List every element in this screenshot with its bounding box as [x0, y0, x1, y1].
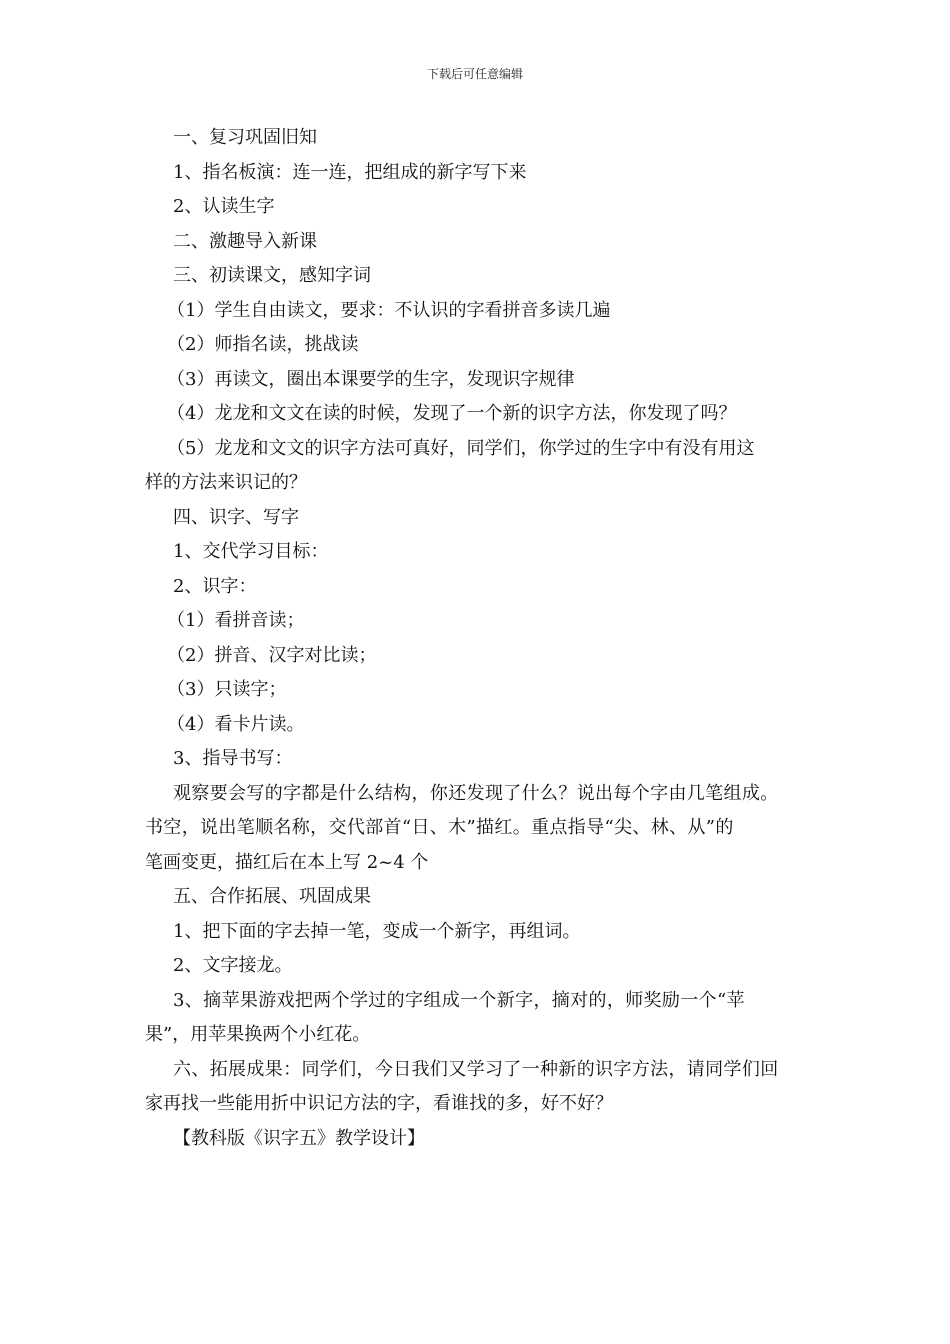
list-item: （1）学生自由读文，要求：不认识的字看拼音多读几遍 [167, 299, 611, 321]
list-item-continuation: 样的方法来识记的？ [145, 472, 307, 493]
paragraph-continuation: 笔画变更，描红后在本上写 2~4 个 [145, 851, 429, 873]
section-heading-4: 四、识字、写字 [173, 506, 299, 528]
paragraph-continuation: 果”，用苹果换两个小红花。 [145, 1024, 371, 1045]
list-item: （1）看拼音读； [167, 610, 305, 631]
section-heading-1: 一、复习巩固旧知 [173, 127, 317, 148]
paragraph-continuation: 书空，说出笔顺名称，交代部首“日、木”描红。重点指导“尖、林、从”的 [145, 817, 734, 838]
list-item: （3）只读字； [167, 679, 287, 700]
paragraph: 2、识字： [173, 575, 257, 597]
paragraph: 观察要会写的字都是什么结构，你还发现了什么？说出每个字由几笔组成。 [173, 782, 779, 804]
list-item: （2）师指名读，挑战读 [167, 334, 359, 355]
list-item: （4）看卡片读。 [167, 713, 305, 735]
section-heading-2: 二、激趣导入新课 [173, 230, 317, 252]
paragraph: 1、把下面的字去掉一笔，变成一个新字，再组词。 [173, 920, 581, 942]
list-item: （5）龙龙和文文的识字方法可真好，同学们，你学过的生字中有没有用这 [167, 437, 755, 459]
paragraph: 2、文字接龙。 [173, 955, 293, 976]
section-heading-3: 三、初读课文，感知字词 [173, 265, 371, 286]
list-item: （2）拼音、汉字对比读； [167, 644, 377, 666]
page-header: 下载后可任意编辑 [426, 67, 523, 81]
list-item: （4）龙龙和文文在读的时候，发现了一个新的识字方法，你发现了吗？ [167, 403, 737, 424]
section-heading-6: 六、拓展成果：同学们，今日我们又学习了一种新的识字方法，请同学们回 [173, 1058, 779, 1080]
paragraph-continuation: 家再找一些能用折中识记方法的字，看谁找的多，好不好？ [145, 1093, 613, 1114]
paragraph: 1、交代学习目标： [173, 541, 329, 562]
paragraph: 3、指导书写： [173, 748, 293, 769]
document-title-footer: 【教科版《识字五》教学设计】 [173, 1127, 425, 1149]
paragraph: 2、认读生字 [173, 196, 275, 217]
document-body [145, 121, 813, 1156]
section-heading-5: 五、合作拓展、巩固成果 [173, 886, 371, 907]
paragraph: 3、摘苹果游戏把两个学过的字组成一个新字，摘对的，师奖励一个“苹 [173, 989, 745, 1011]
paragraph: 1、指名板演：连一连，把组成的新字写下来 [173, 161, 527, 183]
list-item: （3）再读文，圈出本课要学的生字，发现识字规律 [167, 368, 575, 390]
